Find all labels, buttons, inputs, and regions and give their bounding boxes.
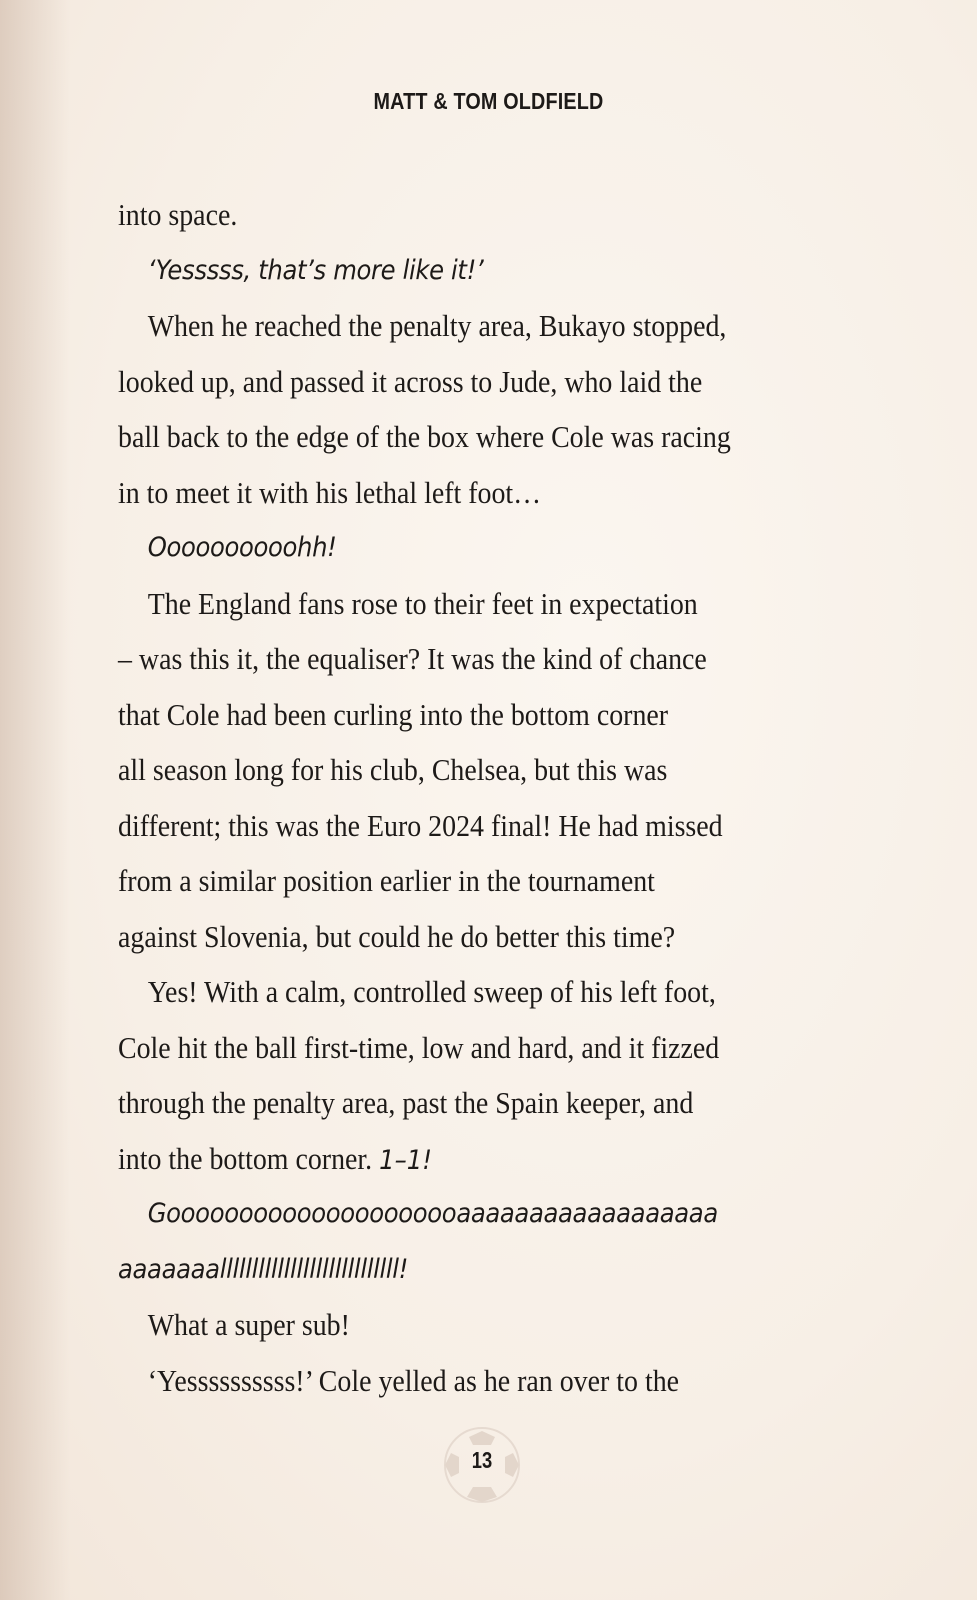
text-line: When he reached the penalty area, Bukayo stopped, — [147, 308, 727, 343]
text-line: from a similar position earlier in the tournament — [118, 863, 655, 898]
text-line: into space. — [118, 197, 238, 232]
page-number: 13 — [471, 1447, 493, 1473]
text-line: in to meet it with his lethal left foot… — [118, 474, 542, 510]
text-line — [118, 1131, 789, 1187]
text-line-plain: into the bottom corner. — [118, 1140, 373, 1176]
score-emphasis: 1–1! — [379, 1144, 432, 1176]
text-line: Gooooooooooooooooooooaaaaaaaaaaaaaaaaaa — [147, 1198, 718, 1229]
body-text — [118, 187, 863, 1408]
text-line: through the penalty area, past the Spain keeper, and — [118, 1085, 694, 1120]
text-line: Oooooooooohh! — [147, 532, 337, 563]
text-line: What a super sub! — [147, 1307, 350, 1342]
text-line: against Slovenia, but could he do better this time? — [118, 918, 676, 954]
text-line: ‘Yessssssssss!’ Cole yelled as he ran over to the — [147, 1362, 680, 1398]
running-head: MATT & TOM OLDFIELD — [373, 88, 604, 114]
text-line: looked up, and passed it across to Jude, who laid the — [118, 363, 703, 399]
text-line: different; this was the Euro 2024 final! He had missed — [118, 807, 723, 843]
text-line: Cole hit the ball first-time, low and hard, and it fizzed — [118, 1029, 720, 1065]
page-gutter-shadow — [0, 0, 70, 1600]
text-line: ball back to the edge of the box where Cole was racing — [118, 419, 731, 454]
text-line: aaaaaaallllllllllllllllllllllllllll! — [118, 1253, 409, 1285]
page-folio — [437, 1425, 527, 1505]
text-line: all season long for his club, Chelsea, but this was — [118, 752, 668, 787]
text-line: Yes! With a calm, controlled sweep of his left foot, — [147, 974, 716, 1009]
text-line: that Cole had been curling into the bottom corner — [118, 696, 669, 732]
text-line: – was this it, the equaliser? It was the kind of chance — [118, 641, 707, 676]
text-line: ‘Yesssss, that’s more like it!’ — [147, 254, 484, 286]
text-line: The England fans rose to their feet in expectation — [147, 585, 698, 621]
